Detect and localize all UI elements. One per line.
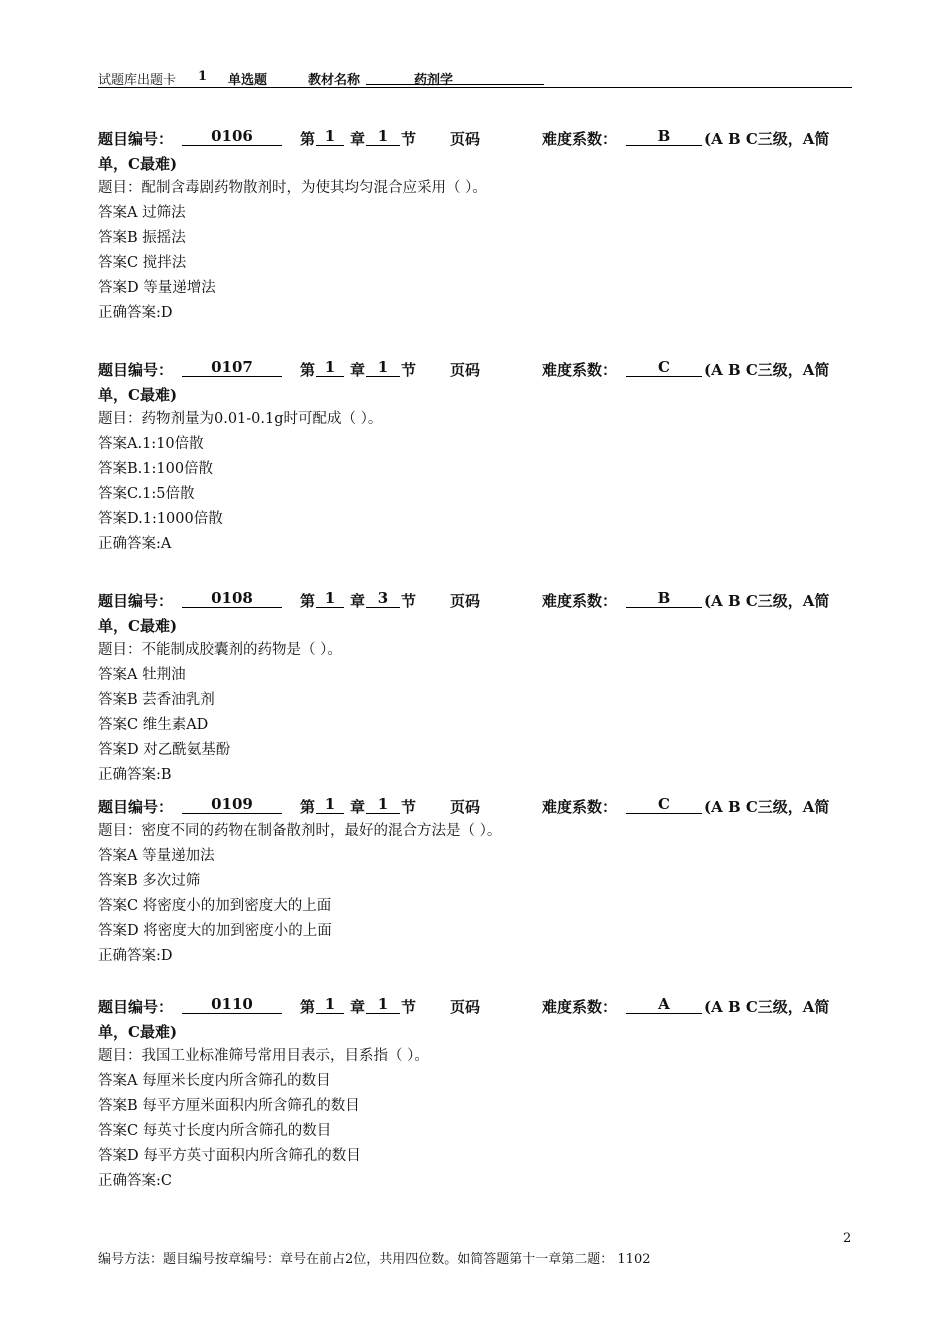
question-block bbox=[98, 996, 852, 1196]
section-number: 1 bbox=[366, 359, 400, 377]
section-number: 3 bbox=[366, 590, 400, 608]
answer-option: 答案B.1:100倍散 bbox=[98, 461, 214, 477]
answer-option: 答案D.1:1000倍散 bbox=[98, 511, 223, 527]
answer-option: 答案A 等量递加法 bbox=[98, 848, 215, 864]
answer-option: 答案A.1:10倍散 bbox=[98, 436, 204, 452]
question-stem: 题目：不能制成胶囊剂的药物是（ ）。 bbox=[98, 642, 342, 658]
question-header bbox=[98, 359, 852, 384]
section-suffix: 节 bbox=[401, 130, 417, 148]
book-label: 教材名称 bbox=[308, 73, 361, 88]
section-suffix: 节 bbox=[401, 998, 417, 1016]
chapter-suffix: 章 bbox=[350, 130, 366, 148]
section-suffix: 节 bbox=[401, 592, 417, 610]
question-header bbox=[98, 996, 852, 1021]
book-name: 药剂学 bbox=[414, 73, 454, 88]
section-suffix: 节 bbox=[401, 798, 417, 816]
book-field bbox=[366, 69, 544, 88]
answer-option: 答案C 搅拌法 bbox=[98, 255, 187, 271]
section-suffix: 节 bbox=[401, 361, 417, 379]
answer-option: 答案B 芸香油乳剂 bbox=[98, 692, 215, 708]
difficulty-label: 难度系数： bbox=[542, 998, 618, 1016]
answer-option: 答案C.1:5倍散 bbox=[98, 486, 195, 502]
chapter-prefix: 第 bbox=[300, 798, 316, 816]
answer-option: 答案C 将密度小的加到密度大的上面 bbox=[98, 898, 332, 914]
chapter-number: 1 bbox=[316, 590, 344, 608]
correct-answer: 正确答案:A bbox=[98, 536, 172, 552]
difficulty-value: C bbox=[626, 796, 702, 814]
answer-option: 答案A 每厘米长度内所含筛孔的数目 bbox=[98, 1073, 331, 1089]
page-number: 2 bbox=[843, 1231, 852, 1246]
answer-option: 答案A 过筛法 bbox=[98, 205, 186, 221]
correct-answer: 正确答案:B bbox=[98, 767, 172, 783]
chapter-suffix: 章 bbox=[350, 361, 366, 379]
question-id: 0109 bbox=[182, 796, 282, 814]
page-label: 页码 bbox=[450, 592, 481, 610]
section-number: 1 bbox=[366, 796, 400, 814]
answer-option: 答案C 维生素AD bbox=[98, 717, 209, 733]
question-block bbox=[98, 590, 852, 790]
answer-option: 答案C 每英寸长度内所含筛孔的数目 bbox=[98, 1123, 332, 1139]
difficulty-scale: (A B C三级，A简 bbox=[704, 361, 830, 379]
chapter-prefix: 第 bbox=[300, 592, 316, 610]
card-title: 试题库出题卡 bbox=[98, 73, 177, 88]
answer-option: 答案D 将密度大的加到密度小的上面 bbox=[98, 923, 332, 939]
qno-label: 题目编号： bbox=[98, 798, 174, 816]
question-id: 0107 bbox=[182, 359, 282, 377]
difficulty-label: 难度系数： bbox=[542, 592, 618, 610]
difficulty-scale: (A B C三级，A简 bbox=[704, 798, 830, 816]
chapter-number: 1 bbox=[316, 996, 344, 1014]
qno-label: 题目编号： bbox=[98, 130, 174, 148]
difficulty-scale-cont: 单，C最难) bbox=[98, 155, 178, 173]
difficulty-scale: (A B C三级，A简 bbox=[704, 998, 830, 1016]
correct-answer: 正确答案:C bbox=[98, 1173, 172, 1189]
section-number: 1 bbox=[366, 128, 400, 146]
question-block bbox=[98, 128, 852, 328]
chapter-suffix: 章 bbox=[350, 798, 366, 816]
difficulty-scale: (A B C三级，A简 bbox=[704, 130, 830, 148]
correct-answer: 正确答案:D bbox=[98, 948, 173, 964]
question-stem: 题目：药物剂量为0.01-0.1g时可配成（ ）。 bbox=[98, 411, 383, 427]
difficulty-scale-cont: 单，C最难) bbox=[98, 617, 178, 635]
question-stem: 题目：配制含毒剧药物散剂时，为使其均匀混合应采用（ ）。 bbox=[98, 180, 487, 196]
difficulty-scale-cont: 单，C最难) bbox=[98, 1023, 178, 1041]
page-label: 页码 bbox=[450, 998, 481, 1016]
page-label: 页码 bbox=[450, 798, 481, 816]
question-header bbox=[98, 590, 852, 615]
answer-option: 答案B 振摇法 bbox=[98, 230, 186, 246]
answer-option: 答案B 多次过筛 bbox=[98, 873, 201, 889]
page-header bbox=[98, 68, 852, 88]
qno-label: 题目编号： bbox=[98, 361, 174, 379]
question-id: 0110 bbox=[182, 996, 282, 1014]
page-label: 页码 bbox=[450, 361, 481, 379]
difficulty-value: B bbox=[626, 128, 702, 146]
section-number: 1 bbox=[366, 996, 400, 1014]
chapter-prefix: 第 bbox=[300, 361, 316, 379]
card-number: 1 bbox=[198, 69, 208, 84]
answer-option: 答案A 牡荆油 bbox=[98, 667, 186, 683]
question-stem: 题目：我国工业标准筛号常用目表示，目系指（ ）。 bbox=[98, 1048, 429, 1064]
question-id: 0108 bbox=[182, 590, 282, 608]
answer-option: 答案D 对乙酰氨基酚 bbox=[98, 742, 231, 758]
difficulty-label: 难度系数： bbox=[542, 361, 618, 379]
chapter-prefix: 第 bbox=[300, 998, 316, 1016]
difficulty-label: 难度系数： bbox=[542, 798, 618, 816]
answer-option: 答案D 等量递增法 bbox=[98, 280, 216, 296]
chapter-number: 1 bbox=[316, 796, 344, 814]
question-header bbox=[98, 796, 852, 821]
correct-answer: 正确答案:D bbox=[98, 305, 173, 321]
question-type: 单选题 bbox=[228, 73, 268, 88]
chapter-number: 1 bbox=[316, 128, 344, 146]
chapter-prefix: 第 bbox=[300, 130, 316, 148]
question-block bbox=[98, 359, 852, 559]
answer-option: 答案B 每平方厘米面积内所含筛孔的数目 bbox=[98, 1098, 360, 1114]
chapter-suffix: 章 bbox=[350, 998, 366, 1016]
difficulty-scale-cont: 单，C最难) bbox=[98, 386, 178, 404]
page-label: 页码 bbox=[450, 130, 481, 148]
difficulty-label: 难度系数： bbox=[542, 130, 618, 148]
answer-option: 答案D 每平方英寸面积内所含筛孔的数目 bbox=[98, 1148, 361, 1164]
qno-label: 题目编号： bbox=[98, 998, 174, 1016]
qno-label: 题目编号： bbox=[98, 592, 174, 610]
footer-note: 编号方法：题目编号按章编号：章号在前占2位，共用四位数。如简答题第十一章第二题： 1102 bbox=[98, 1252, 651, 1267]
chapter-suffix: 章 bbox=[350, 592, 366, 610]
question-block bbox=[98, 796, 852, 971]
difficulty-scale: (A B C三级，A简 bbox=[704, 592, 830, 610]
difficulty-value: A bbox=[626, 996, 702, 1014]
question-id: 0106 bbox=[182, 128, 282, 146]
question-stem: 题目：密度不同的药物在制备散剂时，最好的混合方法是（ ）。 bbox=[98, 823, 502, 839]
question-header bbox=[98, 128, 852, 153]
chapter-number: 1 bbox=[316, 359, 344, 377]
difficulty-value: B bbox=[626, 590, 702, 608]
difficulty-value: C bbox=[626, 359, 702, 377]
